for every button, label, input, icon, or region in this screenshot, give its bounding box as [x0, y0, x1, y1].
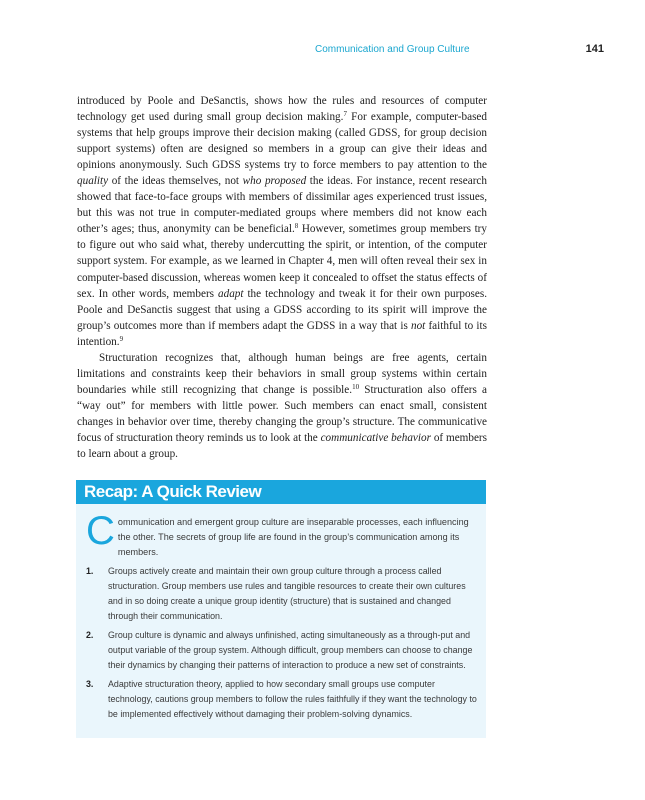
recap-title: Recap: A Quick Review — [76, 480, 486, 504]
text-run: faithful to its intention. — [77, 319, 487, 348]
text-run: the ideas. For instance, recent research showed that face-to-face groups with members of dissimilar ages experienced trust issues, but this was not true in computer-mediated groups where members did not know each other’s ages; thus, anonymity can be beneficial. — [77, 175, 487, 236]
emphasis: communicative behavior — [320, 431, 431, 444]
emphasis: quality — [77, 175, 109, 188]
text-run: of the ideas themselves, not — [108, 175, 243, 188]
body-text — [77, 93, 487, 462]
recap-list-item — [86, 677, 478, 722]
recap-intro-text: ommunication and emergent group culture are inseparable processes, each influencing the other. The secrets of group life are found in the group’s communication among its members. — [117, 517, 469, 557]
text-run: of members to learn about a group. — [77, 431, 487, 461]
recap-list-item — [86, 628, 478, 673]
item-text: Adaptive structuration theory, applied to how secondary small groups use computer technology, cautions group members to follow the rules faithfully if they want the technology to be implemented effectively without damaging their problem-solving dynamics. — [108, 679, 477, 719]
page-number: 141 — [585, 43, 604, 55]
emphasis: adapt — [218, 287, 244, 300]
recap-box — [76, 480, 486, 738]
text-run: However, sometimes group members try to figure out who said what, thereby undercutting the spirit, or intention, of the computer support system. For example, as we learned in Chapter 4, men will often reveal their sex in computer-based discussion, whereas women keep it concealed to offset the status effects of sex. In other words, members — [77, 223, 487, 300]
footnote-ref: 8 — [294, 222, 299, 231]
drop-cap: C — [86, 509, 115, 553]
emphasis: who proposed — [242, 175, 307, 188]
recap-intro — [86, 509, 476, 560]
text-run: the technology and tweak it for their own purposes. Poole and DeSanctis suggest that using a GDSS according to its spirit will improve the group’s outcomes more than if members adapt the GDSS in a way that is — [77, 287, 488, 332]
recap-list-item — [86, 564, 478, 624]
paragraph-2 — [77, 350, 487, 462]
text-run: For example, computer-based systems that help groups improve their decision making (called GDSS, for group decision support systems) often are designed so members in a group can give their ideas and opinions anonymously. Such GDSS systems try to force members to pay attention to the — [77, 111, 487, 172]
item-number: 1. — [86, 566, 94, 576]
item-number: 3. — [86, 679, 94, 689]
footnote-ref: 10 — [352, 382, 360, 391]
recap-list — [86, 564, 478, 726]
paragraph-1 — [77, 93, 487, 350]
text-run: Structuration recognizes that, although human beings are free agents, certain limitations and constraints keep their behaviors in small group systems within certain boundaries while still recognizing that change is possible. — [77, 351, 487, 396]
item-number: 2. — [86, 630, 94, 640]
footnote-ref: 9 — [119, 334, 124, 343]
text-run: introduced by Poole and DeSanctis, shows how the rules and resources of computer technology get used during small group decision making. — [77, 95, 487, 124]
emphasis: not — [410, 319, 426, 332]
footnote-ref: 7 — [343, 110, 347, 119]
item-text: Groups actively create and maintain their own group culture through a process called structuration. Group members use rules and tangible resources to create their own cultures and in so doing create a unique group identity (structure) that is sustained and changed through their communication. — [108, 566, 466, 621]
text-run: Structuration also offers a “way out” for members with little power. Such members can enact small, consistent changes in behavior over time, thereby changing the group’s structure. The communicative focus of structuration theory reminds us to look at the — [77, 383, 487, 444]
running-head: Communication and Group Culture — [315, 44, 470, 55]
item-text: Group culture is dynamic and always unfinished, acting simultaneously as a through-put and output variable of the group system. Although difficult, group members can choose to change their dynamics by changing their patterns of interaction to produce a new set of constraints. — [108, 630, 473, 670]
